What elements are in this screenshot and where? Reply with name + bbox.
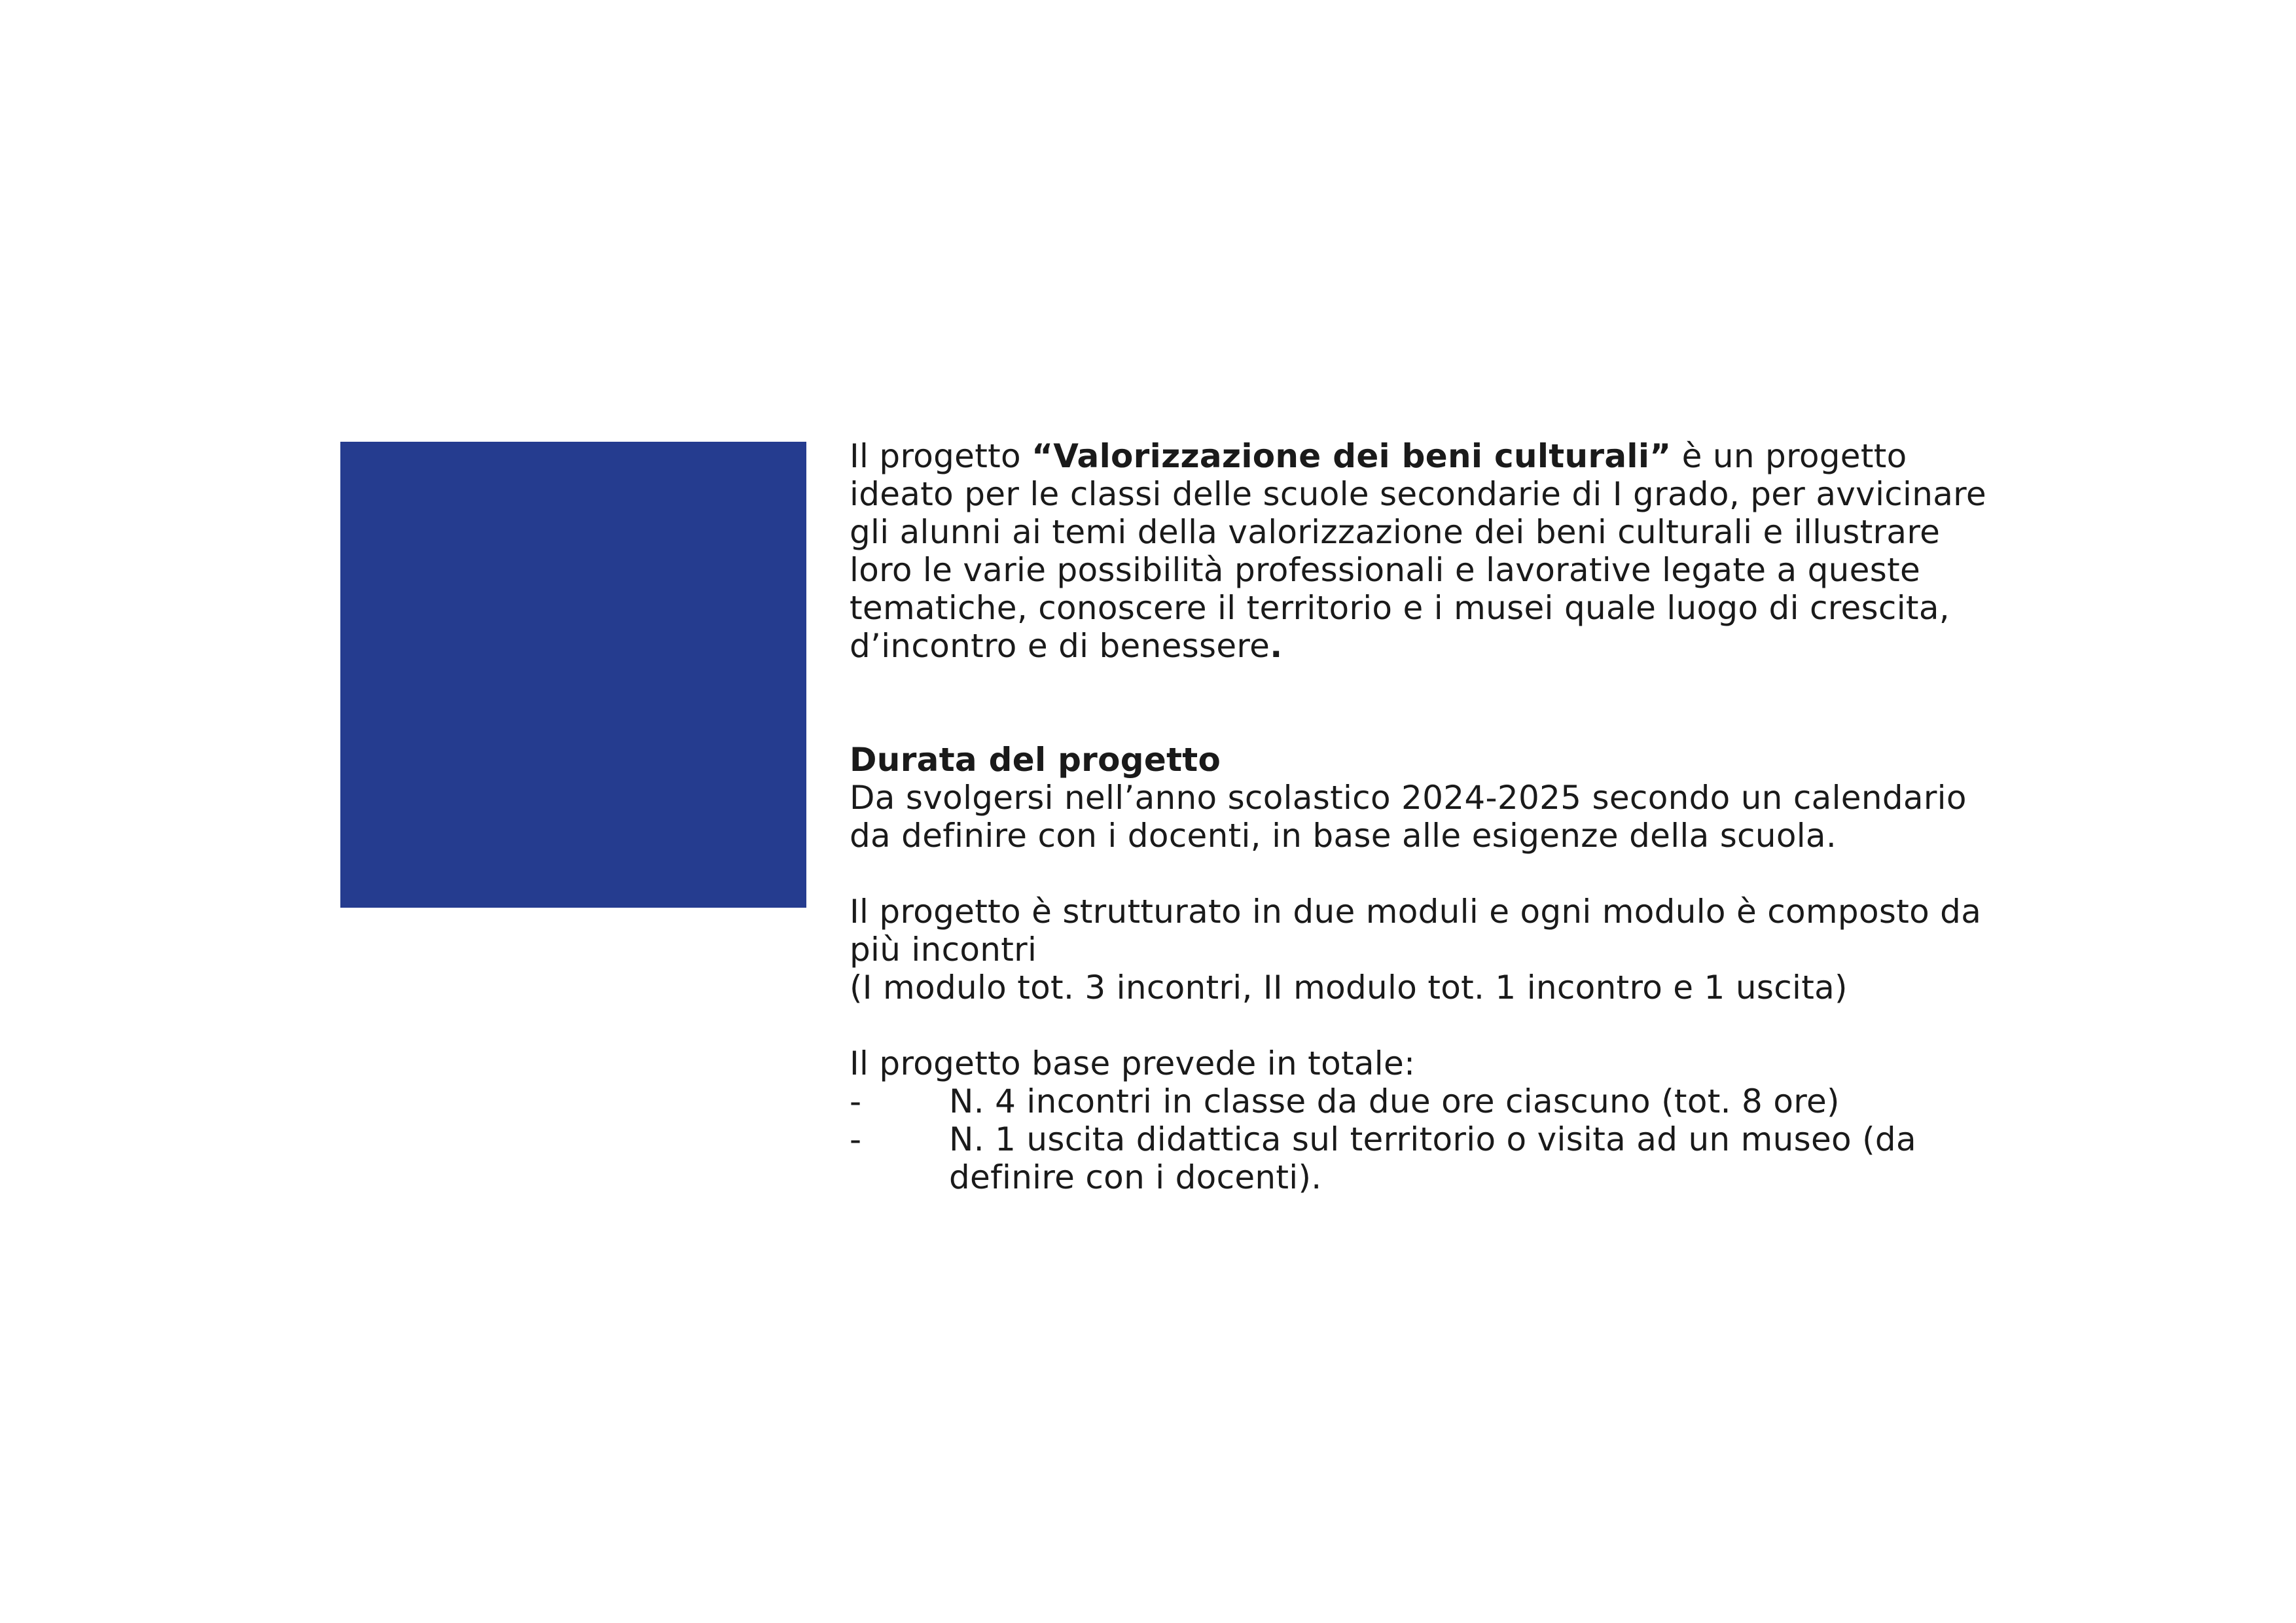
list-item-text: N. 4 incontri in classe da due ore ciascuno (tot. 8 ore): [949, 1082, 1840, 1120]
intro-body: è un progetto ideato per le classi delle scuole secondarie di I grado, per avvicinare gli alunni ai temi della valorizzazione dei beni culturali e illustrare loro le varie possibilità professionali e lavorative legate a queste tematiche, conoscere il territorio e i musei quale luogo di crescita, d’incontro e di benessere: [850, 437, 1986, 665]
project-name: “Valorizzazione dei beni culturali”: [1031, 437, 1672, 475]
structure-text: Il progetto è strutturato in due moduli e ogni modulo è composto da più incontri: [850, 893, 1982, 969]
list-dash: -: [850, 1120, 862, 1158]
spacer: [850, 1007, 2001, 1044]
duration-heading: Durata del progetto: [850, 741, 1221, 779]
list-item: [850, 1082, 2001, 1120]
list-item: [850, 1120, 2001, 1196]
spacer: [850, 855, 2001, 893]
intro-prefix: Il progetto: [850, 437, 1032, 475]
list-dash: -: [850, 1082, 862, 1120]
decorative-blue-square: [340, 442, 806, 908]
structure-detail: (I modulo tot. 3 incontri, II modulo tot. 1 incontro e 1 uscita): [850, 969, 1848, 1007]
base-intro: Il progetto base prevede in totale:: [850, 1044, 1416, 1082]
intro-paragraph: [850, 437, 2001, 665]
intro-end-mark: .: [1270, 627, 1283, 665]
list-item-text: N. 1 uscita didattica sul territorio o visita ad un museo (da definire con i docenti).: [949, 1120, 1916, 1196]
duration-text: Da svolgersi nell’anno scolastico 2024-2025 secondo un calendario da definire con i docenti, in base alle esigenze della scuola.: [850, 779, 1967, 855]
spacer: [850, 665, 2001, 741]
base-list: [850, 1082, 2001, 1196]
document-text: [850, 437, 2001, 1196]
